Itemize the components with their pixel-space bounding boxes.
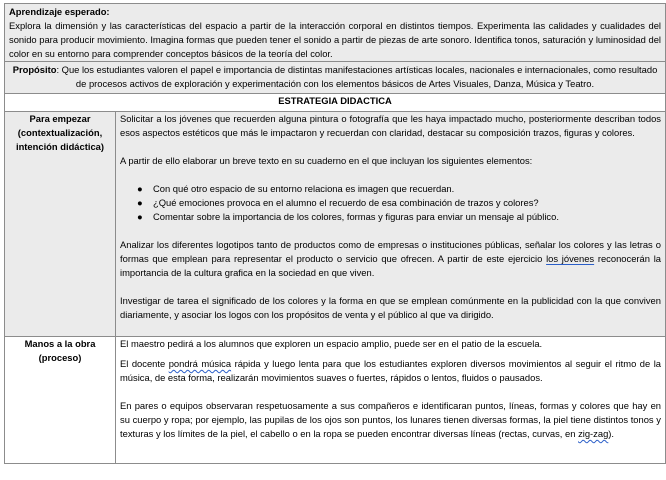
aprendizaje-label: Aprendizaje esperado: [9,6,110,17]
paragraph-text: En pares o equipos observaran respetuosamente a sus compañeros e identificaran puntos, líneas, formas y colores que hay en su cuerpo y ropa; por ejemplo, las pupilas de los ojos son puntos, los lunares tienen diversas formas, la piel tiene distintos tonos y texturas y los límites de la piel, el cabello o en la ropa se pueden encontrar diversas líneas (rectas, curvas, en [120,400,661,439]
manos-paragraph-1: El maestro pedirá a los alumnos que exploren un espacio amplio, puede ser en el patio de la escuela. [120,338,543,349]
para-empezar-paragraph-2: A partir de ello elaborar un breve texto en su cuaderno en el que incluyan los siguientes elementos: [120,155,533,166]
aprendizaje-row [5,4,666,62]
estrategia-title: ESTRATEGIA DIDACTICA [5,94,666,112]
paragraph-text: rápida y luego lenta para que los estudiantes exploren diversos movimientos al seguir el ritmo de la música, de esta forma, realizarán movimientos suaves o fuertes, rápidos o lentos, fluidos o pausados. [120,358,661,383]
bullet-text: Con qué otro espacio de su entorno relaciona es imagen que recuerdan. [153,183,455,194]
para-empezar-paragraph-1: Solicitar a los jóvenes que recuerden alguna pintura o fotografía que les haya impactado mucho, posteriormente describan todos esos aspectos estéticos que más le impactaron y recuerdan con claridad, destacar su composición trazos, figuras y colores. [120,113,661,138]
proposito-text: : Que los estudiantes valoren el papel e importancia de distintas manifestaciones artísticas locales, nacionales e internacionales, como resultado de procesos activos de exploración y experimentación con los elementos básicos de Artes Visuales, Danza, Música y Teatro. [56,64,658,89]
manos-row [5,337,666,464]
para-empezar-paragraph-3 [120,238,661,280]
manos-label: Manos a la obra (proceso) [5,337,116,464]
proposito-row [5,62,666,94]
proposito-cell [5,62,666,94]
para-empezar-row [5,112,666,337]
list-item [137,210,661,224]
lesson-plan-table [4,3,666,464]
list-item [137,196,661,210]
manos-paragraph-2 [120,357,661,385]
spellcheck-underlined-text: pondrá música [168,358,232,369]
para-empezar-content [116,112,666,337]
manos-paragraph-3 [120,399,661,441]
bullet-icon: ● [137,183,143,194]
manos-content [116,337,666,464]
list-item [137,182,661,196]
proposito-label: Propósito [12,64,57,75]
para-empezar-label: Para empezar (contextualización, intención didáctica) [5,112,116,337]
paragraph-text: Analizar los diferentes logotipos tanto de productos como de empresas o instituciones públicas, señalar los colores y las letras o formas que emplean para representar el producto o servicio que ofrecen. A partir de este ejercicio [120,239,661,264]
aprendizaje-cell [5,4,666,62]
bullet-icon: ● [137,197,143,208]
bullet-icon: ● [137,211,143,222]
aprendizaje-text: Explora la dimensión y las características del espacio a partir de la interacción corporal en distintos tiempos. Experimenta las calidades y cualidades del sonido para producir movimiento. Imagina formas que pueden tener el sonido a partir de piezas de arte sonoro. Identifica tonos, saturación y luminosidad del color en su entorno para comprender conceptos básicos de la teoría del color. [9,20,661,59]
bullet-text: Comentar sobre la importancia de los colores, formas y figuras para enviar un mensaje al público. [153,211,559,222]
estrategia-row [5,94,666,112]
para-empezar-paragraph-4: Investigar de tarea el significado de los colores y la forma en que se emplean comúnmente en la publicidad con la que conviven diariamente, y asociar los logos con los propósitos de venta y el público al que va dirigido. [120,295,661,320]
paragraph-text: ). [608,428,615,439]
paragraph-text: reconocerán la importancia de la cultura grafica en la sociedad en que viven. [120,253,661,278]
bullet-text: ¿Qué emociones provoca en el alumno el recuerdo de esa combinación de trazos y colores? [153,197,539,208]
spellcheck-underlined-text: zig-zag [578,428,609,439]
para-empezar-bullet-list [120,182,661,224]
spellcheck-underlined-text: los jóvenes [546,253,595,264]
paragraph-text: El docente [120,358,169,369]
